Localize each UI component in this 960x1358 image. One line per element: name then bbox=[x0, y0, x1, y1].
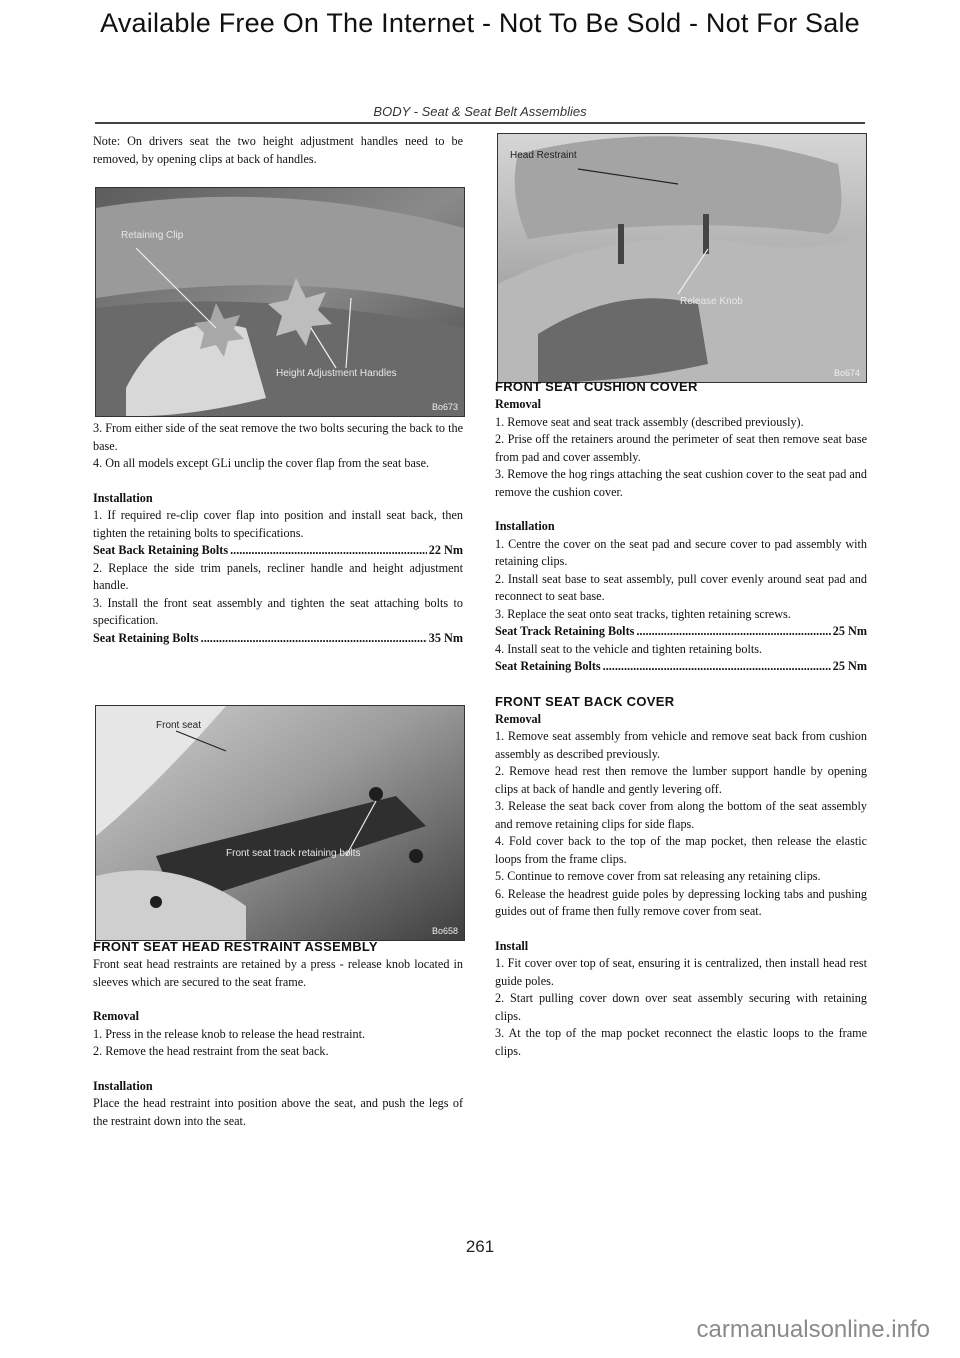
installation-heading: Installation bbox=[93, 490, 153, 505]
head-restraint-text: Front seat head restraints are retained by a press - release knob located in sleeves which are secured to the seat frame. bbox=[93, 957, 463, 989]
installation2-text: Place the head restraint into position above the seat, and push the legs of the restraint down into the seat. bbox=[93, 1096, 463, 1128]
label-track-bolts: Front seat track retaining bolts bbox=[226, 848, 361, 859]
cushion-cover-heading: FRONT SEAT CUSHION COVER bbox=[495, 379, 698, 394]
note-text: Note: On drivers seat the two height adjustment handles need to be removed, by opening clips at back of handles. bbox=[93, 134, 463, 166]
removal-heading: Removal bbox=[495, 397, 542, 411]
back-removal-step-2: 2. Remove head rest then remove the lumber support handle by opening clips at back of handle and gently levering off. bbox=[495, 764, 867, 796]
seat-side-photo bbox=[96, 188, 464, 416]
label-height-handles: Height Adjustment Handles bbox=[276, 368, 397, 379]
label-release-knob: Release Knob bbox=[680, 296, 743, 307]
photo-code: Bo673 bbox=[431, 402, 458, 412]
back-removal-step-6: 6. Release the headrest guide poles by depressing locking tabs and pushing guides out of frame then fully remove cover from seat. bbox=[495, 886, 867, 918]
page-number: 261 bbox=[465, 1237, 495, 1256]
spec-seat-track-bolts: Seat Track Retaining Bolts ..... 25 Nm bbox=[495, 623, 867, 641]
photo-front-seat-bolts bbox=[95, 705, 465, 941]
cushion-install-step-1: 1. Centre the cover on the seat pad and secure cover to pad assembly with retaining clips. bbox=[495, 536, 867, 568]
back-removal-step-4: 4. Fold cover back to the top of the map pocket, then release the elastic loops from the frame clips. bbox=[495, 834, 867, 866]
removal2-heading: Removal bbox=[495, 711, 542, 726]
step-4: 4. On all models except GLi unclip the cover flap from the seat base. bbox=[93, 456, 430, 470]
back-install-step-1: 1. Fit cover over top of seat, ensuring it is centralized, then install head rest guide poles. bbox=[495, 956, 867, 988]
photo-height-adjustment bbox=[95, 187, 465, 417]
cushion-install-step-2: 2. Install seat base to seat assembly, pull cover evenly around seat pad and reconnect to seat base. bbox=[495, 571, 867, 603]
spec-seat-retaining-bolts-2: Seat Retaining Bolts ..... 25 Nm bbox=[495, 658, 867, 676]
running-header: BODY - Seat & Seat Belt Assemblies bbox=[373, 104, 587, 119]
back-removal-step-1: 1. Remove seat assembly from vehicle and remove seat back from cushion assembly as described previously. bbox=[495, 729, 867, 761]
photo-code: Bo674 bbox=[833, 368, 860, 378]
removal-step-1: 1. Press in the release knob to release the head restraint. bbox=[93, 1026, 366, 1041]
cushion-removal-step-3: 3. Remove the hog rings attaching the seat cushion cover to the seat pad and remove the cushion cover. bbox=[495, 467, 867, 499]
seat-track-photo bbox=[96, 706, 464, 940]
header-rule bbox=[95, 122, 865, 124]
install-step-1: 1. If required re-clip cover flap into position and install seat back, then tighten the retaining bolts to specifications. bbox=[93, 508, 463, 540]
cushion-removal-step-2: 2. Prise off the retainers around the perimeter of seat then remove seat base from pad and cover assembly. bbox=[495, 432, 867, 464]
install-step-3: 3. Install the front seat assembly and tighten the seat attaching bolts to specification. bbox=[93, 595, 463, 627]
photo-code: Bo658 bbox=[431, 926, 458, 936]
removal-step-2: 2. Remove the head restraint from the seat back. bbox=[93, 1044, 329, 1058]
back-removal-step-5: 5. Continue to remove cover from sat releasing any retaining clips. bbox=[495, 869, 821, 883]
label-head-restraint: Head Restraint bbox=[510, 150, 577, 161]
spec-seat-back-bolts: Seat Back Retaining Bolts ..... 22 Nm bbox=[93, 542, 463, 560]
left-column-bottom bbox=[93, 938, 463, 1130]
cushion-install-step-4: 4. Install seat to the vehicle and tighten retaining bolts. bbox=[495, 641, 763, 656]
install-step-2: 2. Replace the side trim panels, recliner handle and height adjustment handle. bbox=[93, 560, 463, 592]
footer-watermark[interactable]: carmanualsonline.info bbox=[696, 1316, 930, 1343]
back-install-step-2: 2. Start pulling cover down over seat assembly securing with retaining clips. bbox=[495, 991, 867, 1023]
left-column-top bbox=[93, 133, 463, 168]
cushion-removal-step-1: 1. Remove seat and seat track assembly (described previously). bbox=[495, 414, 804, 429]
banner: Available Free On The Internet - Not To Be Sold - Not For Sale bbox=[100, 8, 860, 38]
photo-head-restraint bbox=[497, 133, 867, 383]
install-heading: Install bbox=[495, 938, 529, 953]
step-3: 3. From either side of the seat remove the two bolts securing the back to the base. bbox=[93, 421, 463, 453]
left-column-middle bbox=[93, 420, 463, 647]
back-removal-step-3: 3. Release the seat back cover from along the bottom of the seat assembly and remove retaining clips for side flaps. bbox=[495, 799, 867, 831]
label-retaining-clip: Retaining Clip bbox=[121, 230, 184, 241]
head-restraint-heading: FRONT SEAT HEAD RESTRAINT ASSEMBLY bbox=[93, 939, 378, 954]
label-front-seat: Front seat bbox=[156, 720, 202, 731]
cushion-install-step-3: 3. Replace the seat onto seat tracks, tighten retaining screws. bbox=[495, 606, 791, 621]
spec-seat-retaining-bolts: Seat Retaining Bolts ..... 35 Nm bbox=[93, 630, 463, 648]
installation2-heading: Installation bbox=[93, 1078, 153, 1093]
back-install-step-3: 3. At the top of the map pocket reconnect the elastic loops to the frame clips. bbox=[495, 1026, 867, 1058]
right-column bbox=[495, 378, 867, 1060]
removal-heading: Removal bbox=[93, 1009, 140, 1023]
back-cover-heading: FRONT SEAT BACK COVER bbox=[495, 693, 675, 709]
installation-heading: Installation bbox=[495, 519, 555, 533]
headrest-photo bbox=[498, 134, 866, 382]
